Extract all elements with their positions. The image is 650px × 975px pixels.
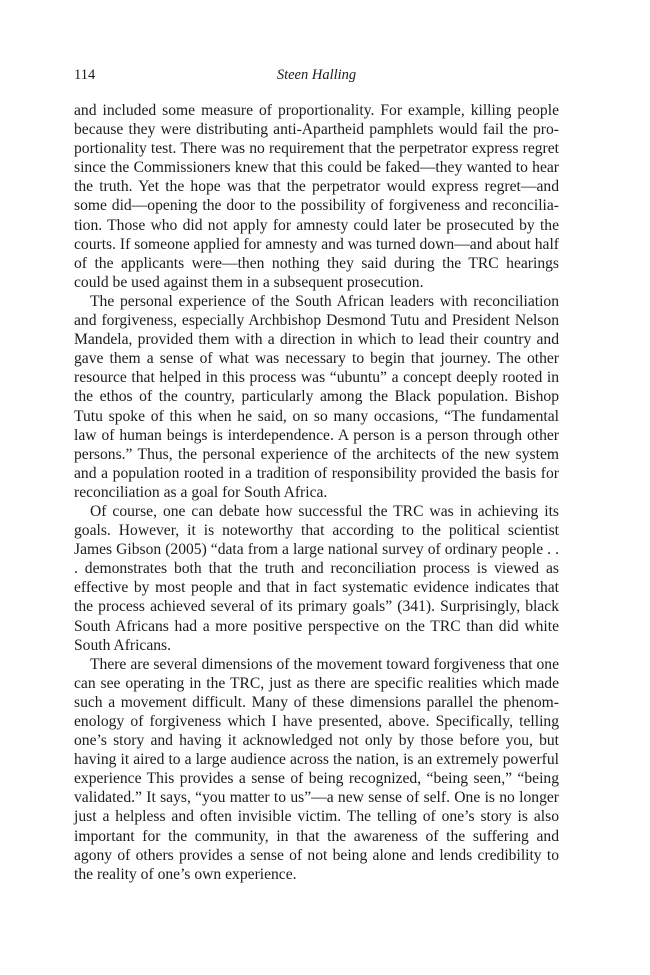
book-page xyxy=(74,0,559,975)
paragraph-continued: and included some measure of proportionality. For example, killing people because they were distributing anti-Apartheid pamphlets would fail the proportionality test. There was no requirement that the perpetrator express regret since the Commissioners knew that this could be faked—they wanted to hear the truth. Yet the hope was that the perpetrator would express regret—and some did—opening the door to the possibility of forgiveness and reconciliation. Those who did not apply for amnesty could later be prosecuted by the courts. If someone applied for amnesty and was turned down—and about half of the applicants were—then nothing they said during the TRC hearings could be used against them in a subsequent prosecution. xyxy=(74,102,560,291)
paragraph: The personal experience of the South African leaders with reconciliation and forgiveness, especially Archbishop Desmond Tutu and President Nelson Mandela, provided them with a direction in which to lead their country and gave them a sense of what was necessary to begin that journey. The other resource that helped in this process was “ubuntu” a concept deeply rooted in the ethos of the country, particularly among the Black population. Bishop Tutu spoke of this when he said, on so many occasions, “The fundamental law of human beings is interdependence. A person is a person through other persons.” Thus, the personal experience of the architects of the new system and a population rooted in a tradition of responsibility provided the basis for reconciliation as a goal for South Africa. xyxy=(74,292,559,501)
paragraph: There are several dimensions of the movement toward forgiveness that one can see operating in the TRC, just as there are specific realities which made such a movement difficult. Many of these dimensions parallel the phenomenology of forgiveness which I have presented, above. Specifically, telling one’s story and having it acknowledged not only by those before you, but having it aired to a large audience across the nation, is an extremely powerful experience This provides a sense of being recognized, “being seen,” “being validated.” It says, “you matter to us”—a new sense of self. One is no longer just a helpless and often invisible victim. The telling of one’s story is also important for the community, in that the awareness of the suffering and agony of others provides a sense of not being alone and lends credibility to the reality of one’s own experience. xyxy=(74,655,559,883)
page-number: 114 xyxy=(74,67,96,83)
running-title: Steen Halling xyxy=(276,67,357,83)
paragraph: Of course, one can debate how successful the TRC was in achieving its goals. However, it is noteworthy that according to the political scientist James Gibson (2005) “data from a large national survey of ordinary people . . . demonstrates both that the truth and reconciliation process is viewed as effective by most people and that in fact systematic evidence indicates that the process achieved several of its primary goals” (341). Surprisingly, black South Africans had a more positive perspective on the TRC than did white South Africans. xyxy=(74,502,559,654)
running-head xyxy=(74,67,559,87)
body-text xyxy=(74,101,559,884)
